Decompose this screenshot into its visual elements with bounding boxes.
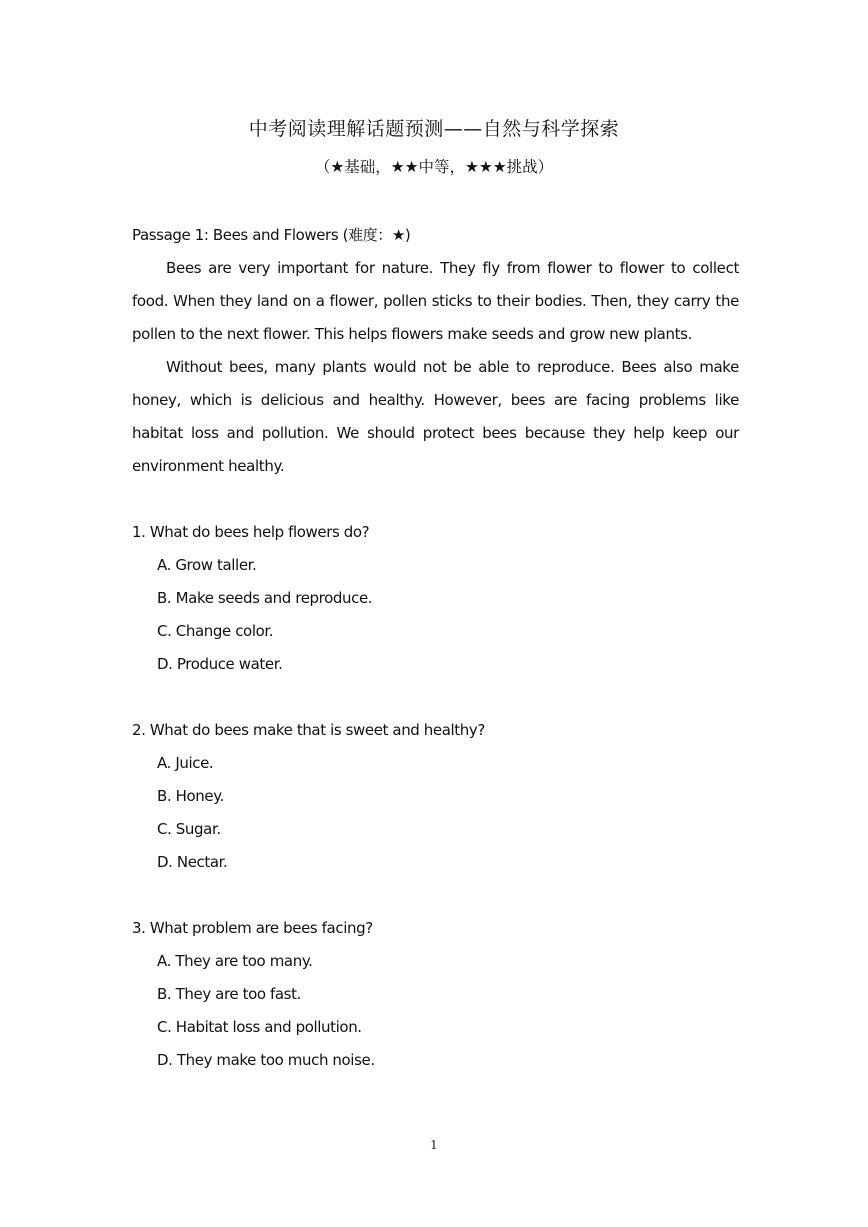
answer-options <box>132 945 739 1077</box>
document-title: 中考阅读理解话题预测——自然与科学探索 <box>248 118 620 140</box>
option-c: C. Change color. <box>157 622 274 640</box>
question-2 <box>132 714 739 879</box>
option-d: D. Nectar. <box>157 853 228 871</box>
option-d: D. They make too much noise. <box>157 1051 375 1069</box>
option-d: D. Produce water. <box>157 655 283 673</box>
question-1 <box>132 516 739 681</box>
option-c: C. Sugar. <box>157 820 221 838</box>
option-b: B. Make seeds and reproduce. <box>157 589 373 607</box>
option-c: C. Habitat loss and pollution. <box>157 1018 362 1036</box>
option-b: B. They are too fast. <box>157 985 301 1003</box>
option-a: A. Juice. <box>157 754 214 772</box>
option-a: A. Grow taller. <box>157 556 257 574</box>
difficulty-legend: （★基础，★★中等，★★★挑战） <box>314 158 554 176</box>
document-body <box>132 219 739 1077</box>
option-a: A. They are too many. <box>157 952 313 970</box>
answer-options <box>132 549 739 681</box>
passage-paragraph-2: Without bees, many plants would not be able to reproduce. Bees also make honey, which is delicious and healthy. However, bees are facing problems like habitat loss and pollution. We should protect bees because they help keep our environment healthy. <box>132 358 739 475</box>
question-text: 1. What do bees help flowers do? <box>132 523 370 541</box>
question-3 <box>132 912 739 1077</box>
question-text: 3. What problem are bees facing? <box>132 919 373 937</box>
page-number: 1 <box>430 1138 438 1152</box>
passage-heading: Passage 1: Bees and Flowers (难度：★) <box>132 226 411 244</box>
answer-options <box>132 747 739 879</box>
question-text: 2. What do bees make that is sweet and healthy? <box>132 721 485 739</box>
option-b: B. Honey. <box>157 787 224 805</box>
passage-paragraph-1: Bees are very important for nature. They fly from flower to flower to collect food. When they land on a flower, pollen sticks to their bodies. Then, they carry the pollen to the next flower. This helps flowers make seeds and grow new plants. <box>132 259 739 343</box>
